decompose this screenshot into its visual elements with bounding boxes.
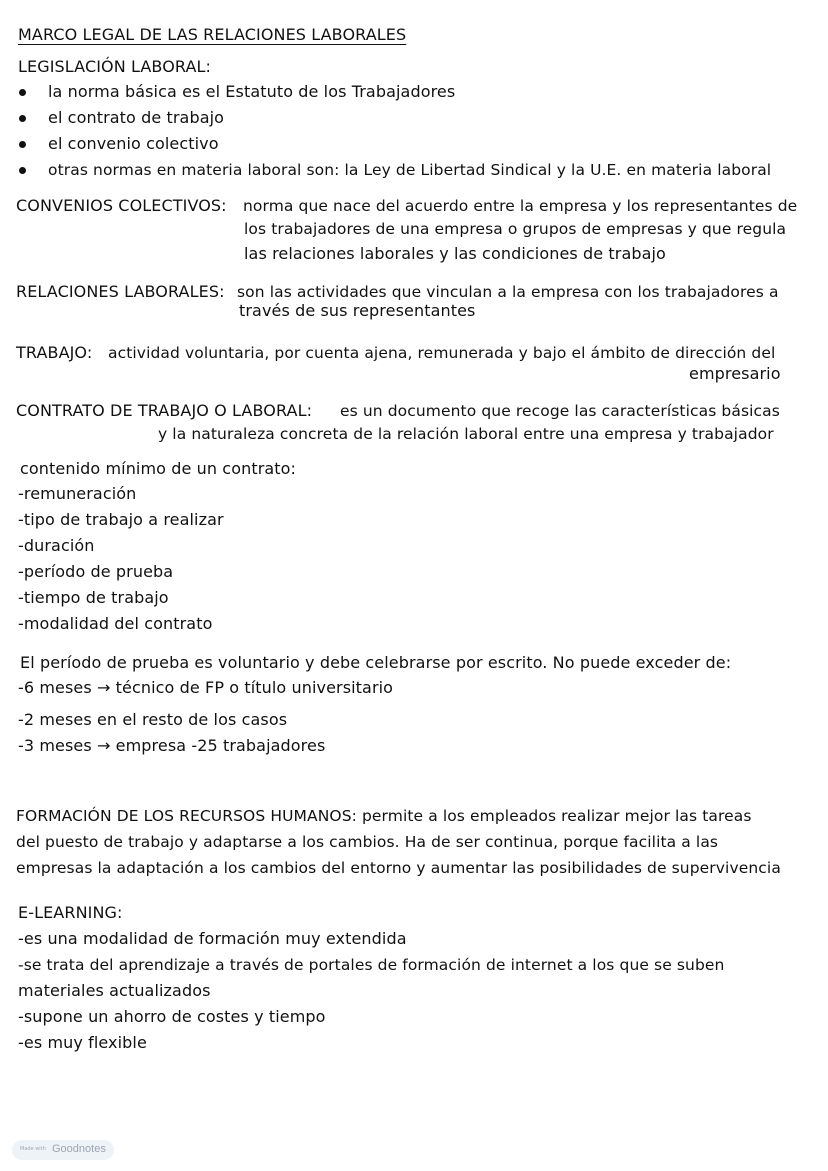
elearning-heading: E-LEARNING: [18, 903, 123, 922]
legislacion-heading: LEGISLACIÓN LABORAL: [18, 57, 212, 76]
formacion-text: FORMACIÓN DE LOS RECURSOS HUMANOS: permite a los empleados realizar mejor las tareas [16, 807, 752, 825]
formacion-text: del puesto de trabajo y adaptarse a los cambios. Ha de ser continua, porque facilita a las [16, 833, 719, 851]
formacion-text: empresas la adaptación a los cambios del entorno y aumentar las posibilidades de supervivencia [16, 859, 781, 877]
contrato-term: CONTRATO DE TRABAJO O LABORAL: [16, 401, 313, 420]
bullet-dot [19, 141, 26, 148]
elearning-item: -es una modalidad de formación muy extendida [18, 929, 407, 948]
contenido-item: -remuneración [18, 484, 137, 503]
relaciones-def: son las actividades que vinculan a la empresa con los trabajadores a [237, 283, 779, 301]
convenios-def: las relaciones laborales y las condiciones de trabajo [244, 244, 666, 263]
prueba-item: -3 meses → empresa -25 trabajadores [18, 736, 326, 755]
contenido-item: -modalidad del contrato [18, 614, 213, 633]
legislacion-bullet: otras normas en materia laboral son: la Ley de Libertad Sindical y la U.E. en materia laboral [48, 161, 772, 179]
contenido-item: -tipo de trabajo a realizar [18, 510, 224, 529]
prueba-item: -6 meses → técnico de FP o título universitario [18, 678, 394, 697]
legislacion-bullet: el convenio colectivo [48, 134, 219, 153]
trabajo-def: actividad voluntaria, por cuenta ajena, remunerada y bajo el ámbito de dirección del [108, 344, 776, 362]
contenido-item: -duración [18, 536, 95, 555]
contrato-def: es un documento que recoge las características básicas [340, 402, 780, 420]
trabajo-def: empresario [689, 364, 781, 383]
convenios-def: norma que nace del acuerdo entre la empresa y los representantes de [243, 197, 798, 215]
elearning-item: -se trata del aprendizaje a través de portales de formación de internet a los que se suben [18, 956, 725, 974]
bullet-dot [19, 89, 26, 96]
trabajo-term: TRABAJO: [16, 343, 93, 362]
prueba-item: -2 meses en el resto de los casos [18, 710, 288, 729]
relaciones-def: través de sus representantes [239, 301, 476, 320]
page-title: MARCO LEGAL DE LAS RELACIONES LABORALES [18, 25, 407, 44]
badge-made-with: Made with [20, 1146, 46, 1152]
bullet-dot [19, 167, 26, 174]
convenios-term: CONVENIOS COLECTIVOS: [16, 196, 227, 215]
relaciones-term: RELACIONES LABORALES: [16, 282, 225, 301]
goodnotes-logo: Goodnotes [52, 1143, 106, 1155]
legislacion-bullet: la norma básica es el Estatuto de los Trabajadores [48, 82, 456, 101]
prueba-intro: El período de prueba es voluntario y debe celebrarse por escrito. No puede exceder de: [20, 653, 732, 672]
bullet-dot [19, 115, 26, 122]
convenios-def: los trabajadores de una empresa o grupos de empresas y que regula [244, 220, 787, 238]
contenido-heading: contenido mínimo de un contrato: [20, 459, 297, 478]
contenido-item: -tiempo de trabajo [18, 588, 169, 607]
elearning-item: -es muy flexible [18, 1033, 147, 1052]
goodnotes-badge [12, 1140, 114, 1160]
elearning-item: materiales actualizados [18, 981, 211, 1000]
contenido-item: -período de prueba [18, 562, 174, 581]
legislacion-bullet: el contrato de trabajo [48, 108, 225, 127]
elearning-item: -supone un ahorro de costes y tiempo [18, 1007, 326, 1026]
contrato-def: y la naturaleza concreta de la relación laboral entre una empresa y trabajador [158, 425, 774, 443]
